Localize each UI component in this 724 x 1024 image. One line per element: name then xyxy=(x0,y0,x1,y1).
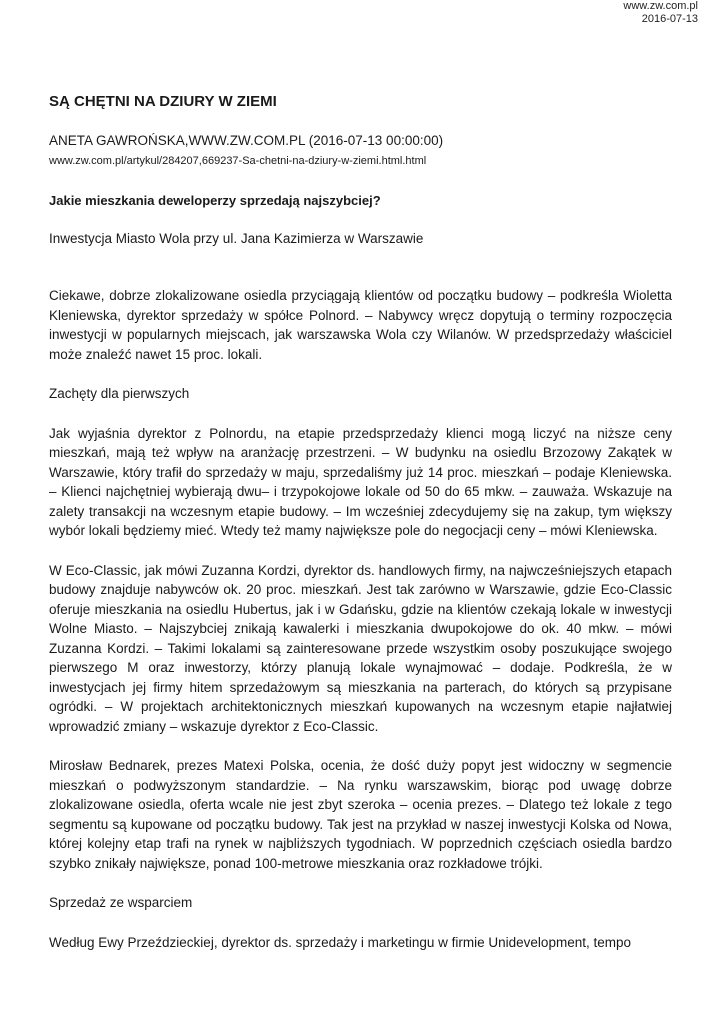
section-heading: Sprzedaż ze wsparciem xyxy=(49,895,193,910)
author-line: ANETA GAWROŃSKA,WWW.ZW.COM.PL (2016-07-13 00:00:00) xyxy=(49,133,444,148)
article-title: SĄ CHĘTNI NA DZIURY W ZIEMI xyxy=(49,93,277,110)
article-url: www.zw.com.pl/artykul/284207,669237-Sa-chetni-na-dziury-w-ziemi.html.html xyxy=(49,155,427,167)
paragraph: Ciekawe, dobrze zlokalizowane osiedla przyciągają klientów od początku budowy – podkreśla Wioletta Kleniewska, dyrektor sprzedaży w spółce Polnord. – Nabywcy wręcz dopytują o terminy rozpoczęcia inwestycji w popularnych miejscach, jak warszawska Wola czy Wilanów. W przedsprzedaży właściciel może znaleźć nawet 15 proc. lokali. xyxy=(49,288,672,362)
photo-caption: Inwestycja Miasto Wola przy ul. Jana Kazimierza w Warszawie xyxy=(49,231,424,246)
section-heading: Zachęty dla pierwszych xyxy=(49,386,190,401)
site-name: www.zw.com.pl xyxy=(623,0,698,12)
paragraph: Mirosław Bednarek, prezes Matexi Polska, ocenia, że dość duży popyt jest widoczny w segmencie mieszkań o podwyższonym standardzie. – Na rynku warszawskim, biorąc pod uwagę dobrze zlokalizowane osiedla, oferta wcale nie jest zbyt szeroka – ocenia prezes. – Dlatego też lokale z tego segmentu są kupowane od początku budowy. Tak jest na przykład w naszej inwestycji Kolska od Nowa, której kolejny etap trafi na rynek w najbliższych tygodniach. W poprzednich częściach osiedla bardzo szybko znikały największe, ponad 100-metrowe mieszkania oraz rozkładowe trójki. xyxy=(49,758,672,871)
article-lead: Jakie mieszkania deweloperzy sprzedają najszybciej? xyxy=(49,193,381,208)
paragraph: Według Ewy Przeździeckiej, dyrektor ds. sprzedaży i marketingu w firmie Unidevelopment, tempo xyxy=(49,934,631,950)
article xyxy=(49,92,672,952)
paragraph: Jak wyjaśnia dyrektor z Polnordu, na etapie przedsprzedaży klienci mogą liczyć na niższe ceny mieszkań, mają też wpływ na aranżację przestrzeni. – W budynku na osiedlu Brzozowy Zakątek w Warszawie, który trafił do sprzedaży w maju, sprzedaliśmy już 14 proc. mieszkań – podaje Kleniewska. – Klienci najchętniej wybierają dwu– i trzypokojowe lokale od 50 do 65 mkw. – zauważa. Wskazuje na zalety transakcji na wczesnym etapie budowy. – Im wcześniej zdecydujemy się na zakup, tym większy wybór lokali będziemy mieć. Wtedy też mamy największe pole do negocjacji ceny – mówi Kleniewska. xyxy=(49,425,672,538)
paragraph: W Eco-Classic, jak mówi Zuzanna Kordzi, dyrektor ds. handlowych firmy, na najwcześniejszych etapach budowy znajduje nabywców ok. 20 proc. mieszkań. Jest tak zarówno w Warszawie, gdzie Eco-Classic oferuje mieszkania na osiedlu Hubertus, jak i w Gdańsku, gdzie na klientów czekają lokale w inwestycji Wolne Miasto. – Najszybciej znikają kawalerki i mieszkania dwupokojowe do ok. 40 mkw. – mówi Zuzanna Kordzi. – Takimi lokalami są zainteresowane przede wszystkim osoby poszukujące swojego pierwszego M oraz inwestorzy, którzy planują lokale wynajmować – dodaje. Podkreśla, że w inwestycjach jej firmy hitem sprzedażowym są mieszkania na parterach, do których są przypisane ogródki. – W projektach architektonicznych mieszkań kupowanych na wczesnym etapie najłatwiej wprowadzić zmiany – wskazuje dyrektor z Eco-Classic. xyxy=(49,562,672,734)
print-date: 2016-07-13 xyxy=(641,13,698,25)
document-header xyxy=(623,0,698,26)
